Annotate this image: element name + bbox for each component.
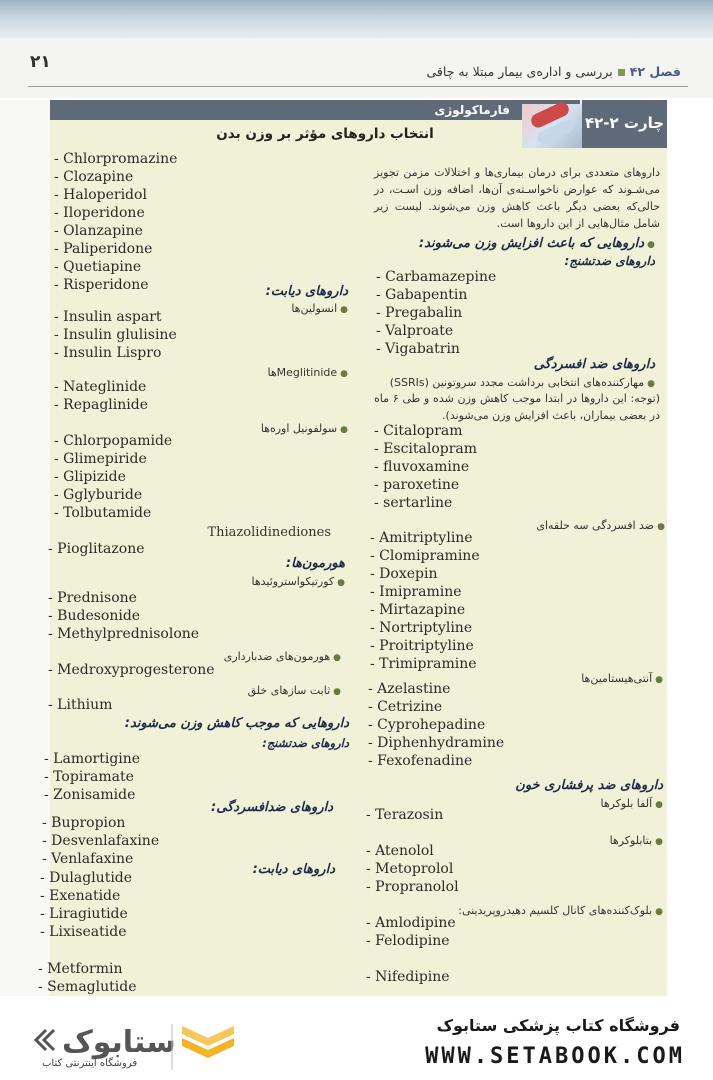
beta-list (366, 842, 459, 896)
drug-item: - fluvoxamine (374, 459, 470, 475)
anticonvulsants-heading: داروهای ضدتشنج: (564, 254, 655, 268)
ccb-list (366, 914, 456, 950)
drug-item: - Trimipramine (370, 656, 477, 672)
insulin-list (54, 308, 177, 362)
contraceptive-list (48, 661, 215, 679)
drug-item: - Metformin (38, 961, 123, 977)
drug-item: - Desvenlafaxine (42, 833, 160, 849)
loss-diabetes-heading: داروهای دیابت: (252, 862, 335, 877)
tzd-bullet: Thiazolidinediones (207, 525, 331, 540)
drug-item: - Gabapentin (376, 287, 468, 303)
ccb-bullet: ●بلوک‌کننده‌های کانال کلسیم دهیدروپریدینی: (458, 904, 663, 917)
chart-title: انتخاب داروهای مؤثر بر وزن بدن (216, 126, 434, 142)
logo-word: ستابوک (62, 1025, 176, 1060)
alpha-blocker-bullet: ●آلفا بلوکرها (600, 797, 663, 810)
drug-item: - Prednisone (48, 590, 137, 606)
drug-item: - Medroxyprogesterone (48, 662, 215, 678)
loss-antidepressants-heading: داروهای ضدافسردگی: (211, 800, 333, 815)
logo-tagline: فروشگاه اینترنتی کتاب (42, 1058, 138, 1069)
drug-item: - Budesonide (48, 608, 141, 624)
drug-item: - Doxepin (370, 566, 438, 582)
antihypertensive-heading: داروهای ضد پرفشاری خون (515, 778, 663, 793)
loss-diabetes-list (40, 869, 132, 941)
drug-item: - Azelastine (368, 681, 451, 697)
drug-item: - Cetrizine (368, 699, 443, 715)
meglitinide-list (54, 378, 148, 414)
tca-bullet: ●ضد افسردگی سه حلقه‌ای (536, 519, 665, 532)
sulfonylurea-list (54, 432, 172, 522)
drug-item: - Vigabatrin (376, 341, 460, 357)
nifedipine-list (366, 968, 450, 986)
loss-diabetes-list-2 (38, 960, 137, 996)
drug-item: - Liragiutide (40, 906, 128, 922)
ssri-bullet: ●مهارکننده‌های انتخابی برداشت مجدد سروتونین (SSRIs) (389, 376, 655, 389)
drug-item: - Imipramine (370, 584, 462, 600)
chart-label: چارت ۲-۴۲ (584, 114, 665, 132)
antihistamine-bullet: ●آنتی‌هیستامین‌ها (581, 672, 663, 685)
drug-item: - Nifedipine (366, 969, 450, 985)
drug-item: - Haloperidol (54, 187, 147, 203)
weight-gain-heading: ● داروهایی که باعث افزایش وزن می‌شوند: (418, 236, 655, 251)
drug-item: - Felodipine (366, 933, 450, 949)
insulin-bullet: ●انسولین‌ها (291, 302, 348, 315)
drug-item: - Mirtazapine (370, 602, 466, 618)
drug-item: - Glimepiride (54, 451, 147, 467)
drug-item: - Exenatide (40, 888, 121, 904)
drug-item: - Pregabalin (376, 305, 463, 321)
drug-item: - Proitriptyline (370, 638, 474, 654)
drug-item: - Cyprohepadine (368, 717, 486, 733)
sulfonylurea-bullet: ●سولفونیل اوره‌ها (260, 422, 348, 435)
drug-item: - Terazosin (366, 807, 444, 823)
drug-item: - Lixiseatide (40, 924, 127, 940)
corticosteroid-bullet: ●کورتیکواستروئیدها (251, 575, 345, 588)
drug-item: - Iloperidone (54, 205, 145, 221)
drug-item: - Nortriptyline (370, 620, 473, 636)
diabetes-heading: داروهای دیابت: (265, 284, 348, 299)
drug-item: - Venlafaxine (42, 851, 134, 867)
antidepressants-heading: داروهای ضد افسردگی (533, 357, 655, 372)
section-label: فارماکولوژی (434, 103, 510, 117)
beta-blocker-bullet: ●بتابلوکرها (609, 834, 663, 847)
drug-item: - Insulin Lispro (54, 345, 162, 361)
contraceptive-bullet: ●هورمون‌های ضدبارداری (223, 650, 341, 663)
top-edge-strip (0, 0, 713, 38)
drug-item: - Fexofenadine (368, 753, 473, 769)
store-url[interactable]: WWW.SETABOOK.COM (425, 1044, 685, 1069)
mood-stabilizer-list (48, 696, 112, 714)
drug-item: - Insulin aspart (54, 309, 162, 325)
drug-item: - Carbamazepine (376, 269, 497, 285)
drug-item: - Olanzapine (54, 223, 143, 239)
drug-item: - Insulin glulisine (54, 327, 177, 343)
drug-item: - Pioglitazone (48, 541, 145, 557)
drug-item: - Tolbutamide (54, 505, 152, 521)
drug-item: - Paliperidone (54, 241, 153, 257)
drug-item: - paroxetine (374, 477, 460, 493)
drug-item: - Amitriptyline (370, 530, 473, 546)
tca-list (370, 529, 480, 673)
drug-item: - Escitalopram (374, 441, 478, 457)
tzd-list (48, 540, 145, 558)
drug-item: - Valproate (376, 323, 454, 339)
ssri-list (374, 422, 477, 512)
drug-item: - sertarline (374, 495, 453, 511)
drug-item: - Topiramate (44, 769, 134, 785)
antihistamine-list (368, 680, 504, 770)
drug-item: - Gglyburide (54, 487, 143, 503)
drug-item: - Citalopram (374, 423, 463, 439)
drug-item: - Metoprolol (366, 861, 454, 877)
mood-stabilizer-bullet: ●ثابت سازهای خلق (247, 684, 341, 697)
drug-item: - Clomipramine (370, 548, 480, 564)
antipsychotics-list (54, 150, 177, 294)
store-name: فروشگاه کتاب پزشکی ستابوک (436, 1016, 680, 1035)
meglitinide-bullet: ●Meglitinideها (267, 366, 348, 379)
chapter-label: فصل ۴۲ (629, 64, 681, 79)
drug-item: - Zonisamide (44, 787, 136, 803)
drug-item: - Repaglinide (54, 397, 148, 413)
drug-item: - Propranolol (366, 879, 459, 895)
header-rule (28, 86, 688, 87)
drug-item: - Atenolol (366, 843, 434, 859)
alpha-list (366, 806, 443, 824)
intro-paragraph: داروهای متعددی برای درمان بیماری‌ها و اختلالات مزمن تجویز می‌شـوند که عوارض ناخواسـته‌ی آن‌ها، اضافه وزن اسـت، در حالی‌که بعضی دیگر باعث کاهش وزن می‌شوند. لیست زیر شامل مثال‌هایی از این داروها است. (374, 166, 660, 230)
drug-item: - Diphenhydramine (368, 735, 505, 751)
hormones-heading: هورمون‌ها: (285, 556, 345, 571)
drug-item: - Risperidone (54, 277, 149, 293)
chapter-title: بررسی و اداره‌ی بیمار مبتلا به چاقی (426, 64, 613, 79)
ssri-note: (توجه: این داروها در ابتدا موجب کاهش وزن شده و طی ۶ ماه در بعضی بیماران، باعث افزایش وزن می‌شوند). (374, 392, 660, 422)
loss-anticonvulsants-list (44, 750, 140, 804)
drug-item: - Chlorpopamide (54, 433, 173, 449)
loss-anticonvulsants-heading: داروهای ضدتشنج: (262, 736, 349, 750)
drug-item: - Chlorpromazine (54, 151, 178, 167)
drug-item: - Semaglutide (38, 979, 137, 995)
page-number: ۲۱ (30, 52, 51, 72)
drug-item: - Nateglinide (54, 379, 147, 395)
drug-item: - Quetiapine (54, 259, 142, 275)
drug-item: - Methylprednisolone (48, 626, 200, 642)
drug-item: - Amlodipine (366, 915, 456, 931)
weight-loss-heading: داروهایی که موجب کاهش وزن می‌شوند: (124, 716, 349, 731)
anticonvulsants-list (376, 268, 496, 358)
drug-item: - Lithium (48, 697, 113, 713)
loss-antidepressants-list (42, 814, 159, 868)
corticosteroid-list (48, 589, 199, 643)
drug-item: - Clozapine (54, 169, 134, 185)
drug-item: - Dulaglutide (40, 870, 133, 886)
drug-item: - Glipizide (54, 469, 126, 485)
running-header (427, 64, 681, 79)
drug-item: - Bupropion (42, 815, 126, 831)
square-bullet-icon (618, 69, 625, 76)
drug-item: - Lamortigine (44, 751, 141, 767)
